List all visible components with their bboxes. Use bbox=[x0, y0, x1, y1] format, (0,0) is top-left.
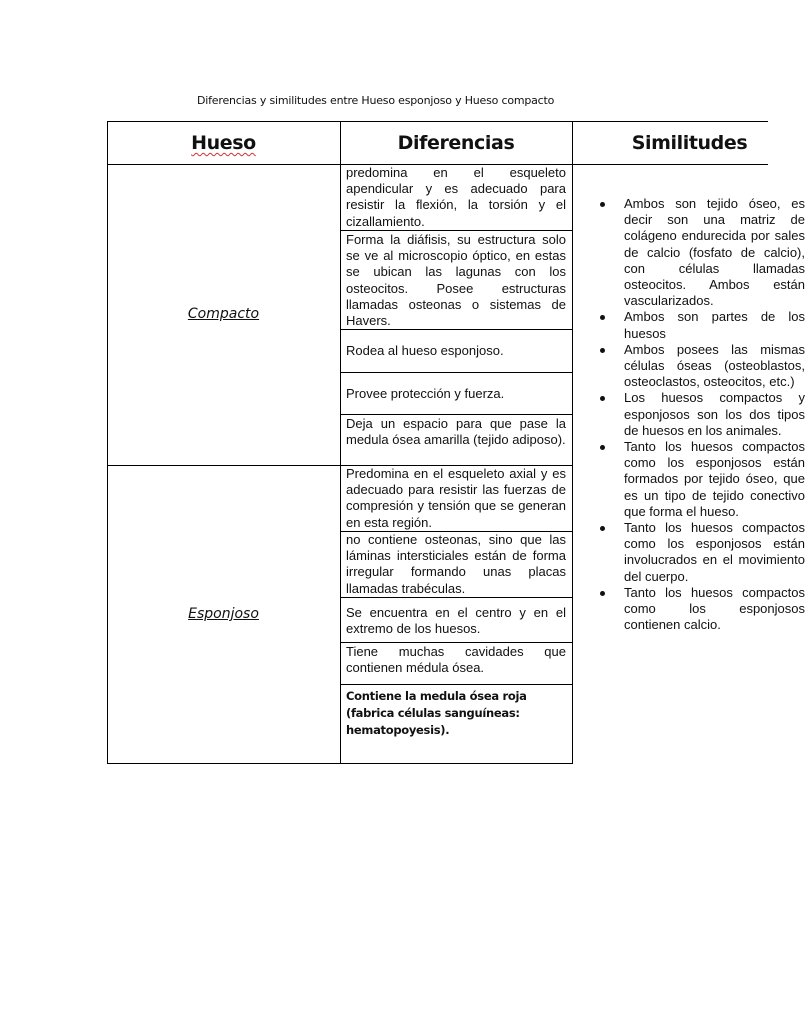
row-label-esponjoso: Esponjoso bbox=[188, 606, 259, 622]
esponjoso-diferencia-3: Se encuentra en el centro y en el extremo de los huesos. bbox=[346, 605, 566, 637]
esponjoso-diferencia-5: Contiene la medula ósea roja (fabrica células sanguíneas: hematopoyesis). bbox=[346, 689, 527, 737]
row-label-compacto: Compacto bbox=[187, 306, 260, 322]
similitud-item: Los huesos compactos y esponjosos son los dos tipos de huesos en los animales. bbox=[624, 390, 805, 438]
compacto-diferencia-4: Provee protección y fuerza. bbox=[346, 386, 505, 401]
header-diferencias: Diferencias bbox=[397, 132, 515, 154]
similitud-item: Ambos son partes de los huesos bbox=[624, 309, 805, 341]
similitud-item: Ambos posees las mismas células óseas (osteoblastos, osteoclastos, osteocitos, etc.) bbox=[624, 341, 805, 390]
compacto-diferencia-1: predomina en el esqueleto apendicular y es adecuado para resistir la flexión, la torsión y el cizallamiento. bbox=[346, 165, 566, 229]
similitud-item: Ambos son tejido óseo, es decir son una matriz de colágeno endurecida por sales de calcio (fosfato de calcio), con células llamadas osteocitos. Ambos están vascularizados. bbox=[624, 196, 805, 309]
similitudes-list bbox=[605, 196, 805, 633]
esponjoso-diferencia-1: Predomina en el esqueleto axial y es adecuado para resistir las fuerzas de compresión y tensión que se generan en esta región. bbox=[346, 466, 566, 530]
esponjoso-diferencia-2: no contiene osteonas, sino que las láminas intersticiales están de forma irregular formando unas placas llamadas trabéculas. bbox=[346, 532, 566, 596]
document-title: Diferencias y similitudes entre Hueso esponjoso y Hueso compacto bbox=[197, 94, 555, 107]
compacto-diferencia-5: Deja un espacio para que pase la medula ósea amarilla (tejido adiposo). bbox=[346, 416, 566, 448]
esponjoso-diferencia-4: Tiene muchas cavidades que contienen médula ósea. bbox=[346, 644, 566, 676]
similitud-item: Tanto los huesos compactos como los esponjosos están involucrados en el movimiento del cuerpo. bbox=[624, 520, 805, 584]
similitud-item: Tanto los huesos compactos como los esponjosos están formados por tejido óseo, que es un tipo de tejido conectivo que forma el hueso. bbox=[624, 439, 805, 519]
similitud-item: Tanto los huesos compactos como los esponjosos contienen calcio. bbox=[624, 584, 805, 633]
header-hueso: Hueso bbox=[191, 132, 256, 154]
header-similitudes: Similitudes bbox=[631, 132, 748, 154]
compacto-diferencia-3: Rodea al hueso esponjoso. bbox=[346, 343, 504, 358]
compacto-diferencia-2: Forma la diáfisis, su estructura solo se ve al microscopio óptico, en estas se ubican las lagunas con los osteocitos. Posee estructuras llamadas osteonas o sistemas de Havers. bbox=[346, 232, 566, 329]
